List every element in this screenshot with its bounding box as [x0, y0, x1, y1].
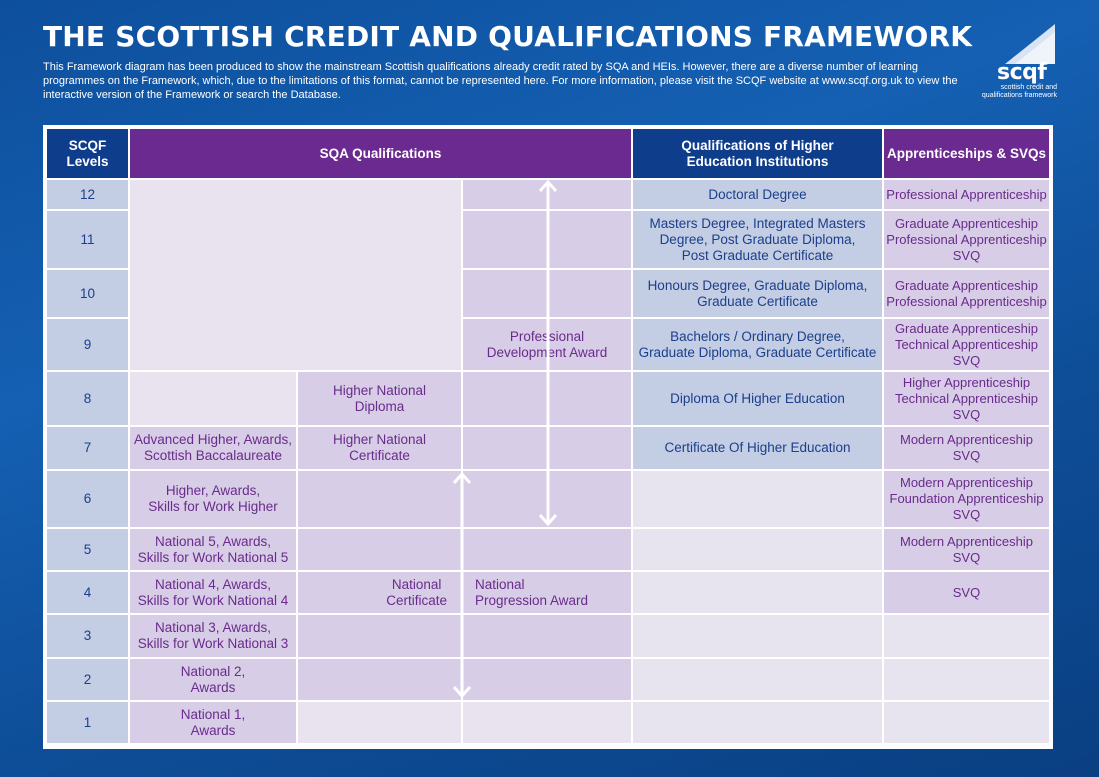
level-cell: 8 — [47, 372, 128, 425]
framework-table — [43, 125, 1053, 749]
national2-label: National 2, Awards — [130, 659, 296, 700]
intro-text: This Framework diagram has been produced to show the mainstream Scottish qualifications already credit rated by SQA and HEIs. However, there are a diverse number of learning programmes on the Framework, which, due to the limitations of this format, cannot be represented here. For more information, please visit the SCQF website at www.scqf.org.uk to view the interactive version of the Framework or search the Database. — [43, 61, 958, 101]
scqf-logo — [975, 24, 1065, 104]
national3-label: National 3, Awards, Skills for Work National 3 — [130, 615, 296, 657]
hei-l8: Diploma Of Higher Education — [633, 372, 882, 425]
header-hei: Qualifications of Higher Education Institutions — [633, 129, 882, 178]
pda-label: Professional Development Award — [463, 319, 631, 370]
pda-range-arrow — [540, 182, 556, 524]
level-cell: 3 — [47, 615, 128, 657]
appr-l8: Higher Apprenticeship Technical Apprenticeship SVQ — [884, 372, 1049, 425]
appr-l11: Graduate Apprenticeship Professional Apprenticeship SVQ — [884, 211, 1049, 268]
logo-triangle-icon — [995, 24, 1055, 64]
level-cell: 2 — [47, 659, 128, 700]
progression-arrows — [43, 125, 1053, 749]
advanced-higher-label: Advanced Higher, Awards, Scottish Baccalaureate — [130, 427, 296, 469]
appr-l9: Graduate Apprenticeship Technical Apprenticeship SVQ — [884, 319, 1049, 370]
logo-wordmark: scqf — [997, 60, 1047, 85]
level-cell: 11 — [47, 211, 128, 268]
appr-l6: Modern Apprenticeship Foundation Apprenticeship SVQ — [884, 471, 1049, 527]
level-cell: 10 — [47, 270, 128, 317]
hei-l12: Doctoral Degree — [633, 180, 882, 209]
level-cell: 6 — [47, 471, 128, 527]
hnd-label: Higher National Diploma — [298, 372, 461, 425]
national1-label: National 1, Awards — [130, 702, 296, 743]
hei-l9: Bachelors / Ordinary Degree, Graduate Diploma, Graduate Certificate — [633, 319, 882, 370]
header-sqa: SQA Qualifications — [130, 129, 631, 178]
level-cell: 9 — [47, 319, 128, 370]
header-apprenticeships: Apprenticeships & SVQs — [884, 129, 1049, 178]
nc-label: National Certificate — [298, 572, 461, 613]
national5-label: National 5, Awards, Skills for Work National 5 — [130, 529, 296, 570]
appr-l10: Graduate Apprenticeship Professional Apprenticeship — [884, 270, 1049, 317]
higher-label: Higher, Awards, Skills for Work Higher — [130, 471, 296, 527]
npa-label: National Progression Award — [463, 572, 631, 613]
hei-l10: Honours Degree, Graduate Diploma, Graduate Certificate — [633, 270, 882, 317]
level-cell: 1 — [47, 702, 128, 743]
appr-l4: SVQ — [884, 572, 1049, 613]
level-cell: 5 — [47, 529, 128, 570]
hei-l11: Masters Degree, Integrated Masters Degree, Post Graduate Diploma, Post Graduate Certificate — [633, 211, 882, 268]
appr-l5: Modern Apprenticeship SVQ — [884, 529, 1049, 570]
level-cell: 7 — [47, 427, 128, 469]
level-cell: 4 — [47, 572, 128, 613]
appr-l7: Modern Apprenticeship SVQ — [884, 427, 1049, 469]
hei-l7: Certificate Of Higher Education — [633, 427, 882, 469]
national4-label: National 4, Awards, Skills for Work National 4 — [130, 572, 296, 613]
page-title: THE SCOTTISH CREDIT AND QUALIFICATIONS FRAMEWORK — [43, 20, 973, 53]
header-levels: SCQF Levels — [47, 129, 128, 178]
appr-l12: Professional Apprenticeship — [884, 180, 1049, 209]
level-cell: 12 — [47, 180, 128, 209]
logo-tagline: scottish credit and qualifications framework — [981, 84, 1057, 99]
npa-range-arrow — [454, 474, 470, 696]
hnc-label: Higher National Certificate — [298, 427, 461, 469]
